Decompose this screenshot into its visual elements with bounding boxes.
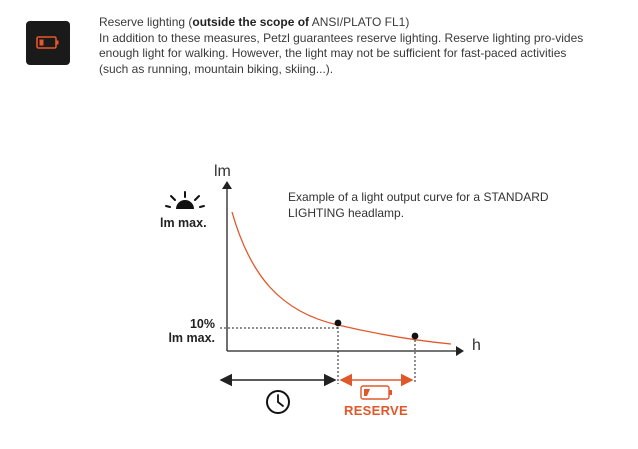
reserve-label: RESERVE (344, 403, 408, 418)
light-output-curve (232, 212, 451, 344)
y-axis-arrow (222, 181, 232, 189)
max-output-label: lm max. (160, 216, 207, 230)
threshold-label (160, 317, 215, 345)
threshold-point (335, 320, 342, 327)
diagram-caption: Example of a light output curve for a STANDARD LIGHTING headlamp. (288, 190, 549, 220)
threshold-unit: lm max. (168, 331, 215, 345)
clock-icon (267, 391, 289, 413)
notice-title: Reserve lighting (outside the scope of ANSI/PLATO FL1) (99, 15, 410, 29)
x-axis-label: h (472, 337, 481, 354)
reserve-end-point (412, 333, 419, 340)
light-burst-icon (166, 192, 204, 209)
threshold-percent: 10% (189, 317, 215, 331)
notice-body: In addition to these measures, Petzl guarantees reserve lighting. Reserve lighting pro-vides enough light for walking. However, the light may not be sufficient for fast-paced activities (such as running, mountain biking, skiing...). (99, 30, 584, 76)
battery-low-icon (361, 386, 392, 399)
x-axis-arrow (456, 346, 464, 356)
y-axis-label: lm (214, 163, 231, 180)
